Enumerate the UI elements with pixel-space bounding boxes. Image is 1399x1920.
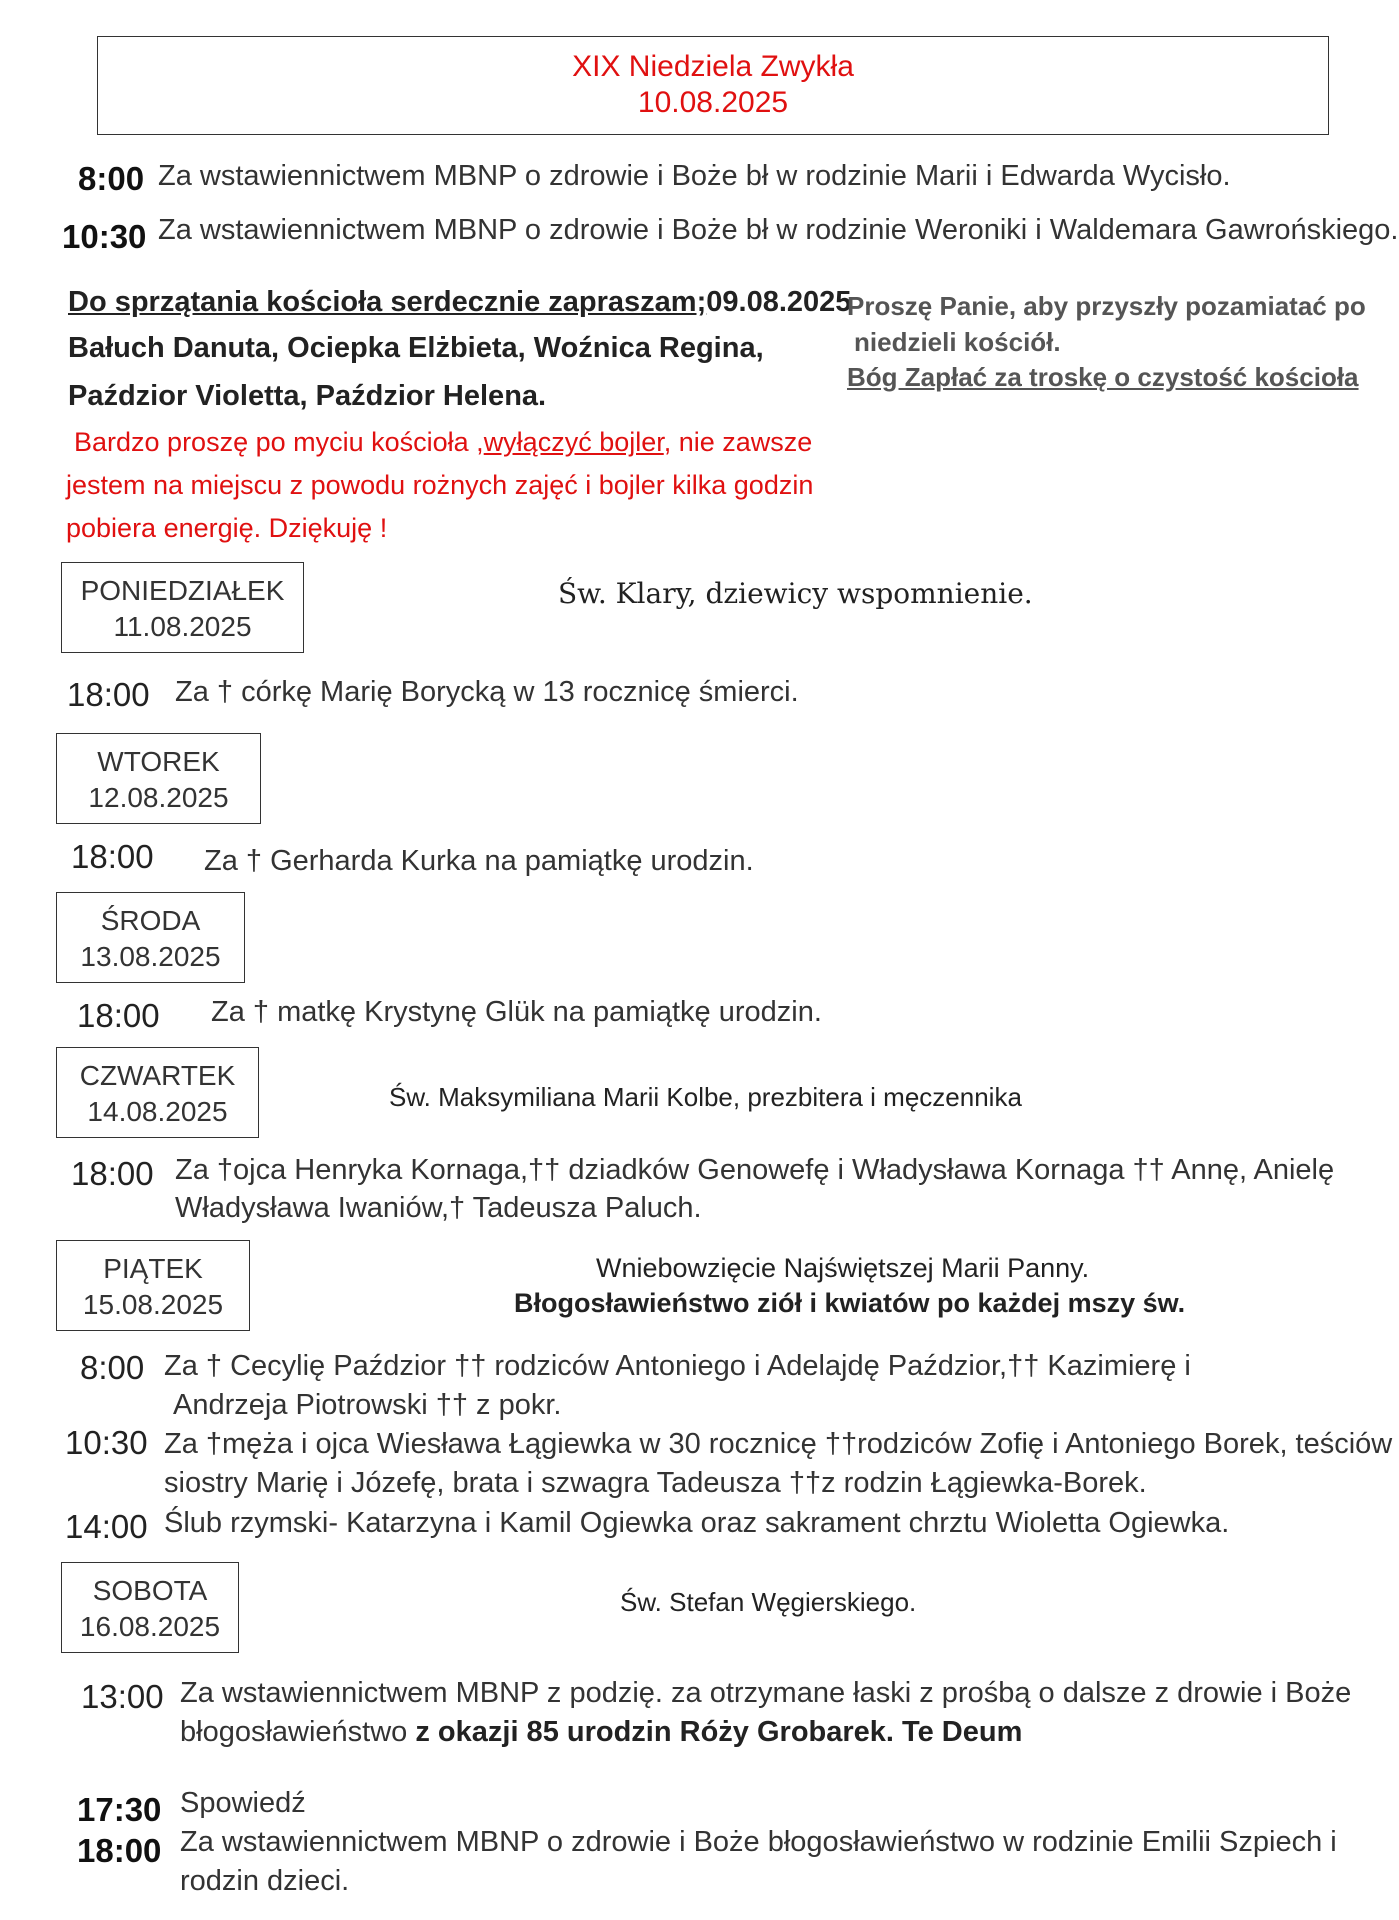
- thursday-text-1: Za †ojca Henryka Kornaga,†† dziadków Genowefę i Władysława Kornaga †† Annę, Anielę: [175, 1154, 1335, 1186]
- sweep-note-line-1: Proszę Panie, aby przyszły pozamiatać po: [847, 291, 1366, 321]
- header-box: [97, 36, 1329, 135]
- sunday-mass-2-text: Za wstawiennictwem MBNP o zdrowie i Boże bł w rodzinie Weroniki i Waldemara Gawrońskiego.: [158, 214, 1399, 246]
- friday-mass-2-text-1: Za †męża i ojca Wiesława Łągiewka w 30 rocznicę ††rodziców Zofię i Antoniego Borek, teściów: [164, 1428, 1393, 1460]
- monday-date: 11.08.2025: [113, 611, 252, 642]
- monday-text: Za † córkę Marię Borycką w 13 rocznicę śmierci.: [175, 676, 799, 708]
- saturday-mass-1-text-2: [180, 1716, 1022, 1749]
- cleaning-names-1: Bałuch Danuta, Ociepka Elżbieta, Woźnica Regina,: [68, 332, 764, 364]
- friday-date: 15.08.2025: [82, 1289, 224, 1320]
- thursday-time: 18:00: [71, 1155, 154, 1192]
- sunday-mass-1-time: 8:00: [78, 160, 145, 197]
- boiler-note-line-3: pobiera energię. Dziękuję !: [66, 513, 388, 543]
- cleaning-invite: [68, 286, 851, 319]
- saturday-mass-3-text-1: Za wstawiennictwem MBNP o zdrowie i Boże błogosławieństwo w rodzinie Emilii Szpiech i: [180, 1826, 1337, 1858]
- saturday-mass-3-text-2: rodzin dzieci.: [180, 1865, 350, 1897]
- friday-box: [56, 1240, 250, 1331]
- boiler-note-1c: , nie zawsze: [663, 427, 813, 457]
- saturday-mass-1-text-2a: błogosławieństwo: [180, 1716, 416, 1748]
- friday-mass-2-time: 10:30: [65, 1424, 148, 1461]
- sunday-mass-1-text: Za wstawiennictwem MBNP o zdrowie i Boże bł w rodzinie Marii i Edwarda Wycisło.: [158, 160, 1231, 192]
- wednesday-box: [56, 892, 245, 983]
- sweep-note-line-2: niedzieli kościół.: [854, 327, 1061, 357]
- friday-mass-3-time: 14:00: [65, 1508, 148, 1545]
- tuesday-time: 18:00: [71, 838, 154, 875]
- friday-mass-1-text-2: Andrzeja Piotrowski †† z pokr.: [173, 1389, 562, 1421]
- saturday-mass-1-text-1: Za wstawiennictwem MBNP z podzię. za otrzymane łaski z prośbą o dalsze z drowie i Boże: [180, 1677, 1352, 1709]
- wednesday-day: ŚRODA: [100, 905, 201, 936]
- header-title: XIX Niedziela Zwykła: [572, 50, 854, 83]
- boiler-note-line-2: jestem na miejscu z powodu rożnych zajęć i bojler kilka godzin: [66, 470, 814, 500]
- thursday-box: [56, 1047, 259, 1138]
- boiler-note-line-1: [74, 427, 812, 458]
- saturday-day: SOBOTA: [92, 1575, 208, 1606]
- friday-mass-1-text-1: Za † Cecylię Paździor †† rodziców Antoniego i Adelajdę Paździor,†† Kazimierę i: [164, 1350, 1191, 1382]
- cleaning-date: 09.08.2025: [706, 286, 852, 318]
- saturday-saint: Św. Stefan Węgierskiego.: [620, 1587, 917, 1617]
- cleaning-names-2: Paździor Violetta, Paździor Helena.: [68, 380, 547, 412]
- friday-mass-1-time: 8:00: [80, 1349, 145, 1386]
- friday-mass-3-text: Ślub rzymski- Katarzyna i Kamil Ogiewka oraz sakrament chrztu Wioletta Ogiewka.: [164, 1507, 1230, 1539]
- monday-day: PONIEDZIAŁEK: [80, 575, 285, 606]
- wednesday-text: Za † matkę Krystynę Glük na pamiątkę urodzin.: [211, 996, 822, 1028]
- saturday-mass-2-time: 17:30: [77, 1791, 162, 1828]
- wednesday-date: 13.08.2025: [80, 941, 221, 972]
- sunday-mass-2-time: 10:30: [62, 218, 147, 255]
- tuesday-text: Za † Gerharda Kurka na pamiątkę urodzin.: [204, 845, 754, 877]
- monday-time: 18:00: [67, 676, 150, 713]
- friday-mass-2-text-2: siostry Marię i Józefę, brata i szwagra Tadeusza ††z rodzin Łągiewka-Borek.: [164, 1467, 1147, 1499]
- boiler-note-1b: wyłączyć bojler: [483, 427, 664, 457]
- thursday-text-2: Władysława Iwaniów,† Tadeusza Paluch.: [175, 1192, 702, 1224]
- monday-saint: Św. Klary, dziewicy wspomnienie.: [558, 577, 1033, 610]
- tuesday-date: 12.08.2025: [88, 782, 229, 813]
- friday-day: PIĄTEK: [103, 1253, 203, 1284]
- saturday-mass-1-text-2b: z okazji 85 urodzin Róży Grobarek. Te Deum: [415, 1716, 1023, 1748]
- boiler-note-1a: Bardzo proszę po myciu kościoła ,: [74, 427, 484, 457]
- saturday-date: 16.08.2025: [79, 1611, 221, 1642]
- saturday-mass-3-time: 18:00: [77, 1832, 162, 1869]
- saturday-mass-1-time: 13:00: [81, 1678, 164, 1715]
- friday-blessing: Błogosławieństwo ziół i kwiatów po każdej mszy św.: [514, 1288, 1186, 1318]
- header-date: 10.08.2025: [637, 86, 789, 119]
- friday-feast: Wniebowzięcie Najświętszej Marii Panny.: [596, 1253, 1090, 1283]
- thanks-note: Bóg Zapłać za troskę o czystość kościoła: [847, 362, 1359, 392]
- wednesday-time: 18:00: [77, 997, 160, 1034]
- thursday-day: CZWARTEK: [79, 1060, 236, 1091]
- tuesday-box: [56, 733, 261, 824]
- thursday-saint: Św. Maksymiliana Marii Kolbe, prezbitera i męczennika: [389, 1082, 1022, 1112]
- thursday-date: 14.08.2025: [87, 1096, 228, 1127]
- cleaning-invite-text: Do sprzątania kościoła serdecznie zapraszam;: [68, 286, 707, 318]
- tuesday-day: WTOREK: [97, 746, 220, 777]
- saturday-mass-2-text: Spowiedź: [180, 1787, 306, 1819]
- saturday-box: [61, 1562, 239, 1653]
- monday-box: [61, 562, 304, 653]
